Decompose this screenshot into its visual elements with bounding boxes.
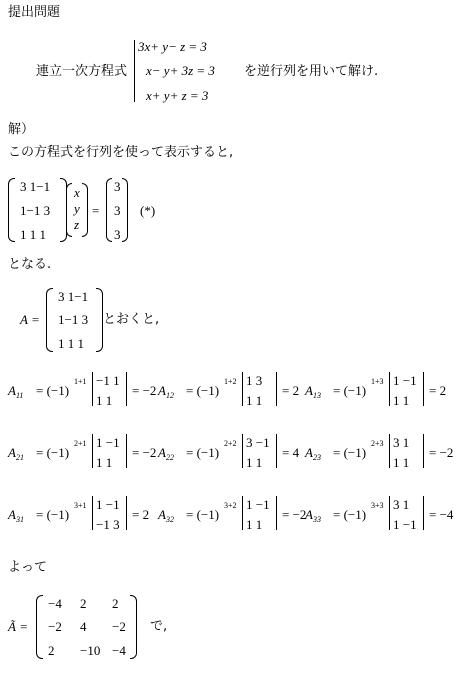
det-bar-right — [423, 372, 424, 406]
det-bar-left — [242, 496, 243, 530]
a-bracket-right — [96, 288, 103, 352]
cofactor-subscript: 33 — [312, 515, 321, 524]
det-row-2: 1 1 — [246, 517, 263, 532]
cofactor-subscript: 23 — [312, 453, 321, 462]
det-row-1: 1 −1 — [96, 435, 120, 450]
cofactor-exponent: 1+3 — [371, 377, 384, 386]
rhs-value: 3 — [114, 179, 121, 194]
det-bar-right — [126, 372, 127, 406]
matrix-bracket-left — [8, 178, 15, 242]
cofactor-value: = 2 — [282, 383, 300, 398]
cofactor-exponent: 3+2 — [224, 501, 237, 510]
cofactor-subscript: 12 — [165, 391, 174, 400]
heading: 提出問題 — [8, 5, 61, 20]
det-bar-right — [423, 434, 424, 468]
cofactor-value: = 4 — [282, 445, 300, 460]
det-bar-right — [126, 496, 127, 530]
equation-1: 3x+ y− z = 3 — [138, 39, 207, 54]
cofactor-subscript: 13 — [312, 391, 321, 400]
det-row-1: 1 −1 — [246, 497, 270, 512]
det-bar-left — [389, 434, 390, 468]
det-row-2: 1 1 — [246, 455, 263, 470]
matrix-row: 1−1 3 — [58, 312, 89, 327]
det-bar-right — [276, 434, 277, 468]
rhs-bracket-left — [106, 178, 112, 242]
a-bracket-left — [46, 288, 53, 352]
det-row-2: −1 3 — [96, 517, 120, 532]
cofactor-value: = −2 — [132, 445, 157, 460]
cofactor-exponent: 2+3 — [371, 439, 384, 448]
equals-sign: = — [92, 203, 100, 218]
cofactor-sign: = (−1) — [186, 383, 220, 398]
cofactor-name: $A_{32}$ — [158, 507, 174, 524]
det-row-1: 3 1 — [393, 435, 410, 450]
cofactor-name: $A_{12}$ — [158, 383, 174, 400]
rhs-value: 3 — [114, 203, 121, 218]
cofactor-name: $A_{23}$ — [305, 445, 321, 462]
a-label: A = — [20, 312, 40, 327]
equation-2: x− y+ 3z = 3 — [146, 63, 215, 78]
vector-bracket-left — [66, 183, 72, 237]
det-row-2: 1 −1 — [393, 517, 417, 532]
system-brace — [134, 40, 135, 102]
cofactor-sign: = (−1) — [186, 445, 220, 460]
matrix-row: 1 1 1 — [58, 336, 84, 351]
matrix-row: 3 1−1 — [58, 289, 89, 304]
adjugate-entry: 2 — [80, 596, 87, 611]
cofactor-sign: = (−1) — [333, 445, 367, 460]
det-bar-left — [389, 372, 390, 406]
var-z: z — [74, 217, 80, 232]
cofactor-subscript: 11 — [15, 391, 24, 400]
det-row-1: −1 1 — [96, 373, 120, 388]
cofactor-name: $A_{31}$ — [8, 507, 24, 524]
problem-prefix: 連立一次方程式 — [36, 64, 128, 79]
det-row-2: 1 1 — [393, 455, 410, 470]
adjugate-entry: −2 — [48, 619, 62, 634]
var-y: y — [74, 201, 80, 216]
cofactor-sign: = (−1) — [186, 507, 220, 522]
det-bar-left — [92, 496, 93, 530]
rhs-value: 3 — [114, 227, 121, 242]
adjugate-entry: −4 — [48, 596, 62, 611]
cofactor-name: $A_{21}$ — [8, 445, 24, 462]
cofactor-exponent: 3+3 — [371, 501, 384, 510]
det-bar-left — [242, 372, 243, 406]
det-row-2: 1 1 — [96, 393, 113, 408]
det-bar-right — [276, 372, 277, 406]
cofactor-sign: = (−1) — [333, 383, 367, 398]
cofactor-name: $A_{22}$ — [158, 445, 174, 462]
det-bar-right — [276, 496, 277, 530]
matrix-row: 1−1 3 — [20, 203, 51, 218]
cofactor-value: = −2 — [429, 445, 454, 460]
det-bar-left — [92, 434, 93, 468]
det-row-1: 1 3 — [246, 373, 263, 388]
adjugate-label: Ã = — [8, 619, 28, 634]
equation-3: x+ y+ z = 3 — [146, 88, 209, 103]
cofactor-exponent: 3+1 — [74, 501, 87, 510]
cofactor-sign: = (−1) — [36, 507, 70, 522]
det-row-2: 1 1 — [393, 393, 410, 408]
cofactor-sign: = (−1) — [36, 445, 70, 460]
det-row-1: 3 1 — [393, 497, 410, 512]
cofactor-value: = −4 — [429, 507, 454, 522]
cofactor-sign: = (−1) — [333, 507, 367, 522]
matrix-row: 1 1 1 — [20, 227, 46, 242]
rhs-bracket-right — [122, 178, 128, 242]
cofactor-subscript: 32 — [165, 515, 174, 524]
cofactor-exponent: 1+2 — [224, 377, 237, 386]
adjugate-suffix: で, — [150, 619, 168, 634]
det-bar-right — [423, 496, 424, 530]
solution-label: 解） — [8, 122, 35, 137]
cofactor-value: = 2 — [429, 383, 447, 398]
matrix-row: 3 1−1 — [20, 179, 51, 194]
adjugate-entry: −10 — [80, 643, 101, 658]
det-row-2: 1 1 — [246, 393, 263, 408]
cofactor-subscript: 21 — [15, 453, 24, 462]
cofactor-value: = −2 — [132, 383, 157, 398]
det-row-2: 1 1 — [96, 455, 113, 470]
vector-bracket-right — [82, 183, 88, 237]
det-row-1: 1 −1 — [96, 497, 120, 512]
det-row-1: 3 −1 — [246, 435, 270, 450]
cofactor-name: $A_{33}$ — [305, 507, 321, 524]
adjugate-entry: 2 — [112, 596, 119, 611]
adjugate-entry: 4 — [80, 619, 87, 634]
adjugate-bracket-left — [36, 595, 43, 659]
det-row-1: 1 −1 — [393, 373, 417, 388]
var-x: x — [74, 185, 80, 200]
adjugate-entry: −2 — [112, 619, 126, 634]
naru-text: となる. — [8, 257, 52, 272]
det-bar-left — [389, 496, 390, 530]
cofactor-sign: = (−1) — [36, 383, 70, 398]
cofactor-subscript: 31 — [15, 515, 24, 524]
a-suffix: とおくと, — [103, 312, 160, 327]
cofactor-exponent: 2+2 — [224, 439, 237, 448]
cofactor-value: = −2 — [282, 507, 307, 522]
intro-text: この方程式を行列を使って表示すると, — [8, 145, 234, 160]
det-bar-right — [126, 434, 127, 468]
cofactor-exponent: 2+1 — [74, 439, 87, 448]
cofactor-exponent: 1+1 — [74, 377, 87, 386]
cofactor-name: $A_{13}$ — [305, 383, 321, 400]
cofactor-subscript: 22 — [165, 453, 174, 462]
equation-tag: (*) — [140, 203, 156, 218]
adjugate-entry: 2 — [48, 643, 55, 658]
det-bar-left — [92, 372, 93, 406]
problem-suffix: を逆行列を用いて解け. — [244, 64, 379, 79]
cofactor-name: $A_{11}$ — [8, 383, 24, 400]
cofactor-value: = 2 — [132, 507, 150, 522]
adjugate-bracket-right — [130, 595, 137, 659]
det-bar-left — [242, 434, 243, 468]
adjugate-entry: −4 — [112, 643, 126, 658]
therefore-text: よって — [8, 560, 48, 575]
